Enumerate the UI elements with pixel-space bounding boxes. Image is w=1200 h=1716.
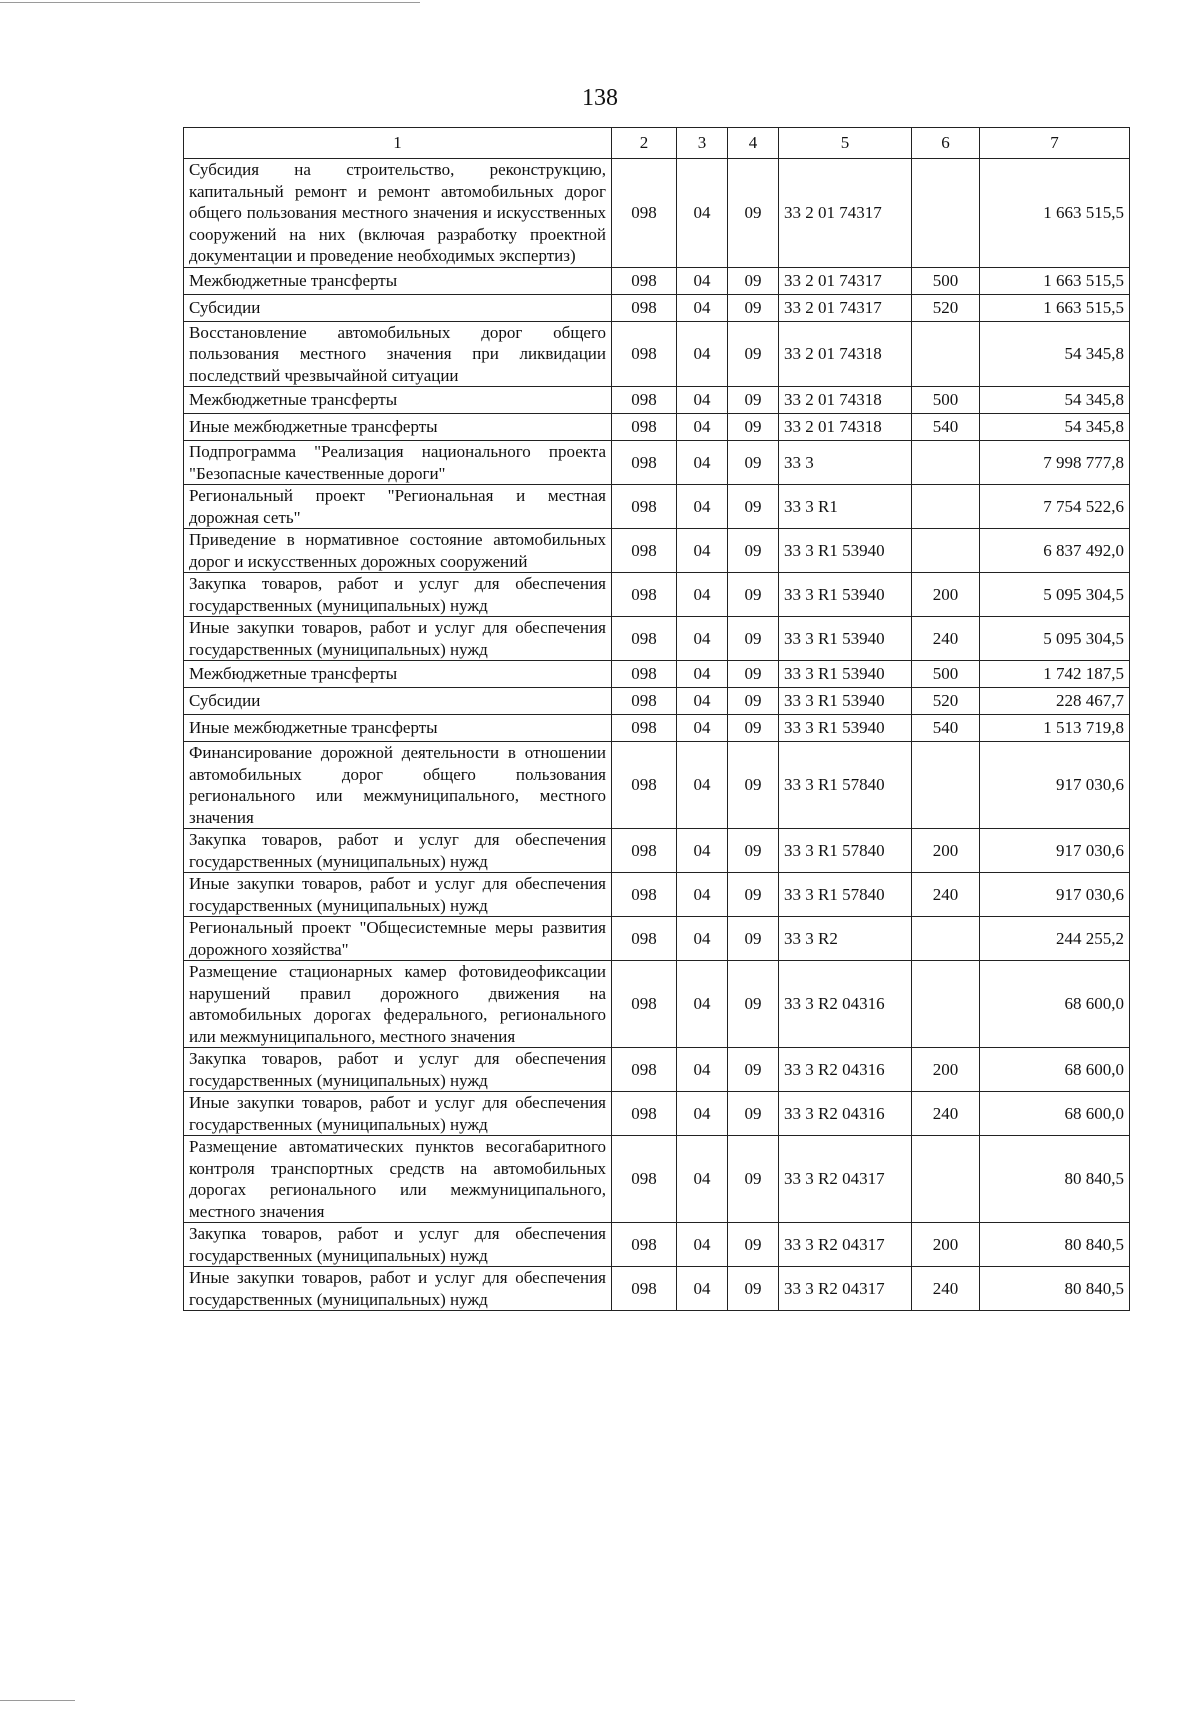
target-article-code: 33 2 01 74317	[779, 159, 912, 268]
grbs-code: 098	[612, 267, 677, 294]
expense-type-code	[912, 529, 980, 573]
grbs-code: 098	[612, 742, 677, 829]
subsection-code: 09	[728, 321, 779, 387]
table-row	[184, 961, 1130, 1048]
table-row	[184, 873, 1130, 917]
section-code: 04	[677, 387, 728, 414]
row-name: Закупка товаров, работ и услуг для обеспечения государственных (муниципальных) нужд	[184, 1223, 612, 1267]
column-header: 6	[912, 128, 980, 159]
section-code: 04	[677, 917, 728, 961]
amount: 917 030,6	[980, 742, 1130, 829]
subsection-code: 09	[728, 715, 779, 742]
row-name: Закупка товаров, работ и услуг для обеспечения государственных (муниципальных) нужд	[184, 573, 612, 617]
amount: 54 345,8	[980, 387, 1130, 414]
table-row	[184, 1267, 1130, 1311]
table-row	[184, 159, 1130, 268]
subsection-code: 09	[728, 917, 779, 961]
target-article-code: 33 3 R1 53940	[779, 617, 912, 661]
subsection-code: 09	[728, 441, 779, 485]
target-article-code: 33 3 R2 04316	[779, 1092, 912, 1136]
subsection-code: 09	[728, 829, 779, 873]
target-article-code: 33 3 R2 04316	[779, 1048, 912, 1092]
target-article-code: 33 2 01 74317	[779, 294, 912, 321]
expense-type-code: 200	[912, 1048, 980, 1092]
expense-type-code: 240	[912, 1092, 980, 1136]
grbs-code: 098	[612, 159, 677, 268]
amount: 7 754 522,6	[980, 485, 1130, 529]
section-code: 04	[677, 159, 728, 268]
section-code: 04	[677, 1136, 728, 1223]
grbs-code: 098	[612, 617, 677, 661]
grbs-code: 098	[612, 688, 677, 715]
expense-type-code: 540	[912, 715, 980, 742]
target-article-code: 33 3 R2 04317	[779, 1223, 912, 1267]
grbs-code: 098	[612, 485, 677, 529]
column-header: 4	[728, 128, 779, 159]
expense-type-code: 500	[912, 661, 980, 688]
grbs-code: 098	[612, 917, 677, 961]
subsection-code: 09	[728, 1267, 779, 1311]
section-code: 04	[677, 829, 728, 873]
amount: 917 030,6	[980, 873, 1130, 917]
expense-type-code: 200	[912, 829, 980, 873]
target-article-code: 33 3 R1 57840	[779, 829, 912, 873]
column-header: 7	[980, 128, 1130, 159]
amount: 1 513 719,8	[980, 715, 1130, 742]
target-article-code: 33 3 R1 57840	[779, 742, 912, 829]
table-row	[184, 387, 1130, 414]
table-row	[184, 742, 1130, 829]
grbs-code: 098	[612, 715, 677, 742]
row-name: Размещение автоматических пунктов весогабаритного контроля транспортных средств на автомобильных дорогах регионального или межмуниципального, местного значения	[184, 1136, 612, 1223]
expense-type-code: 520	[912, 294, 980, 321]
column-header: 5	[779, 128, 912, 159]
row-name: Приведение в нормативное состояние автомобильных дорог и искусственных дорожных сооружений	[184, 529, 612, 573]
amount: 5 095 304,5	[980, 573, 1130, 617]
row-name: Иные межбюджетные трансферты	[184, 414, 612, 441]
subsection-code: 09	[728, 1048, 779, 1092]
target-article-code: 33 3 R1 53940	[779, 661, 912, 688]
subsection-code: 09	[728, 873, 779, 917]
section-code: 04	[677, 961, 728, 1048]
target-article-code: 33 3 R1 53940	[779, 715, 912, 742]
amount: 1 742 187,5	[980, 661, 1130, 688]
table-body	[184, 159, 1130, 1311]
expense-type-code: 200	[912, 1223, 980, 1267]
table-row	[184, 688, 1130, 715]
target-article-code: 33 2 01 74318	[779, 387, 912, 414]
table-row	[184, 441, 1130, 485]
amount: 1 663 515,5	[980, 267, 1130, 294]
subsection-code: 09	[728, 267, 779, 294]
expense-type-code: 520	[912, 688, 980, 715]
row-name: Субсидии	[184, 688, 612, 715]
row-name: Иные межбюджетные трансферты	[184, 715, 612, 742]
amount: 917 030,6	[980, 829, 1130, 873]
table-row	[184, 715, 1130, 742]
target-article-code: 33 2 01 74317	[779, 267, 912, 294]
expense-type-code	[912, 159, 980, 268]
subsection-code: 09	[728, 1136, 779, 1223]
section-code: 04	[677, 529, 728, 573]
amount: 7 998 777,8	[980, 441, 1130, 485]
expense-type-code: 240	[912, 1267, 980, 1311]
table-row	[184, 917, 1130, 961]
scan-edge-line	[0, 1700, 75, 1701]
amount: 68 600,0	[980, 1092, 1130, 1136]
row-name: Межбюджетные трансферты	[184, 661, 612, 688]
grbs-code: 098	[612, 1223, 677, 1267]
table-row	[184, 267, 1130, 294]
table-row	[184, 1048, 1130, 1092]
amount: 68 600,0	[980, 961, 1130, 1048]
table-row	[184, 1136, 1130, 1223]
table-row	[184, 661, 1130, 688]
column-header: 3	[677, 128, 728, 159]
row-name: Подпрограмма "Реализация национального проекта "Безопасные качественные дороги"	[184, 441, 612, 485]
section-code: 04	[677, 1267, 728, 1311]
table-row	[184, 1092, 1130, 1136]
subsection-code: 09	[728, 573, 779, 617]
expense-type-code	[912, 961, 980, 1048]
row-name: Межбюджетные трансферты	[184, 267, 612, 294]
row-name: Региональный проект "Региональная и местная дорожная сеть"	[184, 485, 612, 529]
expense-type-code: 500	[912, 267, 980, 294]
target-article-code: 33 2 01 74318	[779, 414, 912, 441]
section-code: 04	[677, 414, 728, 441]
row-name: Финансирование дорожной деятельности в отношении автомобильных дорог общего пользования регионального или межмуниципального, местного значения	[184, 742, 612, 829]
table-row	[184, 617, 1130, 661]
scan-edge-line	[0, 2, 420, 3]
row-name: Иные закупки товаров, работ и услуг для обеспечения государственных (муниципальных) нужд	[184, 1092, 612, 1136]
row-name: Межбюджетные трансферты	[184, 387, 612, 414]
row-name: Субсидии	[184, 294, 612, 321]
target-article-code: 33 3 R1 53940	[779, 529, 912, 573]
expense-type-code	[912, 742, 980, 829]
expense-type-code	[912, 485, 980, 529]
grbs-code: 098	[612, 321, 677, 387]
row-name: Размещение стационарных камер фотовидеофиксации нарушений правил дорожного движения на автомобильных дорогах федерального, регионального или межмуниципального, местного значения	[184, 961, 612, 1048]
column-header: 2	[612, 128, 677, 159]
amount: 54 345,8	[980, 414, 1130, 441]
grbs-code: 098	[612, 661, 677, 688]
grbs-code: 098	[612, 441, 677, 485]
amount: 68 600,0	[980, 1048, 1130, 1092]
grbs-code: 098	[612, 1267, 677, 1311]
target-article-code: 33 3 R2 04317	[779, 1136, 912, 1223]
amount: 6 837 492,0	[980, 529, 1130, 573]
grbs-code: 098	[612, 294, 677, 321]
section-code: 04	[677, 715, 728, 742]
subsection-code: 09	[728, 294, 779, 321]
section-code: 04	[677, 321, 728, 387]
grbs-code: 098	[612, 829, 677, 873]
subsection-code: 09	[728, 485, 779, 529]
expense-type-code	[912, 441, 980, 485]
table-row	[184, 573, 1130, 617]
row-name: Региональный проект "Общесистемные меры развития дорожного хозяйства"	[184, 917, 612, 961]
grbs-code: 098	[612, 1092, 677, 1136]
table-row	[184, 485, 1130, 529]
row-name: Иные закупки товаров, работ и услуг для обеспечения государственных (муниципальных) нужд	[184, 1267, 612, 1311]
grbs-code: 098	[612, 573, 677, 617]
subsection-code: 09	[728, 387, 779, 414]
table-row	[184, 529, 1130, 573]
grbs-code: 098	[612, 387, 677, 414]
subsection-code: 09	[728, 617, 779, 661]
subsection-code: 09	[728, 1223, 779, 1267]
expense-type-code: 240	[912, 873, 980, 917]
row-name: Иные закупки товаров, работ и услуг для обеспечения государственных (муниципальных) нужд	[184, 617, 612, 661]
table-row	[184, 321, 1130, 387]
expense-type-code	[912, 1136, 980, 1223]
target-article-code: 33 3 R1	[779, 485, 912, 529]
row-name: Субсидия на строительство, реконструкцию, капитальный ремонт и ремонт автомобильных дорог общего пользования местного значения и искусственных сооружений на них (включая разработку проектной документации и проведение необходимых экспертиз)	[184, 159, 612, 268]
amount: 54 345,8	[980, 321, 1130, 387]
subsection-code: 09	[728, 159, 779, 268]
section-code: 04	[677, 441, 728, 485]
section-code: 04	[677, 294, 728, 321]
target-article-code: 33 3 R2 04317	[779, 1267, 912, 1311]
amount: 1 663 515,5	[980, 159, 1130, 268]
amount: 5 095 304,5	[980, 617, 1130, 661]
subsection-code: 09	[728, 1092, 779, 1136]
section-code: 04	[677, 742, 728, 829]
section-code: 04	[677, 661, 728, 688]
section-code: 04	[677, 1092, 728, 1136]
grbs-code: 098	[612, 529, 677, 573]
section-code: 04	[677, 573, 728, 617]
subsection-code: 09	[728, 529, 779, 573]
expense-type-code	[912, 321, 980, 387]
section-code: 04	[677, 485, 728, 529]
amount: 80 840,5	[980, 1223, 1130, 1267]
amount: 1 663 515,5	[980, 294, 1130, 321]
expense-type-code: 540	[912, 414, 980, 441]
section-code: 04	[677, 1048, 728, 1092]
expense-type-code	[912, 917, 980, 961]
row-name: Закупка товаров, работ и услуг для обеспечения государственных (муниципальных) нужд	[184, 829, 612, 873]
table-header-row	[184, 128, 1130, 159]
amount: 228 467,7	[980, 688, 1130, 715]
target-article-code: 33 3 R1 53940	[779, 688, 912, 715]
section-code: 04	[677, 267, 728, 294]
subsection-code: 09	[728, 688, 779, 715]
target-article-code: 33 2 01 74318	[779, 321, 912, 387]
grbs-code: 098	[612, 1048, 677, 1092]
row-name: Восстановление автомобильных дорог общего пользования местного значения при ликвидации последствий чрезвычайной ситуации	[184, 321, 612, 387]
target-article-code: 33 3 R2	[779, 917, 912, 961]
row-name: Закупка товаров, работ и услуг для обеспечения государственных (муниципальных) нужд	[184, 1048, 612, 1092]
grbs-code: 098	[612, 873, 677, 917]
grbs-code: 098	[612, 414, 677, 441]
expense-type-code: 500	[912, 387, 980, 414]
expense-type-code: 240	[912, 617, 980, 661]
target-article-code: 33 3	[779, 441, 912, 485]
table-row	[184, 1223, 1130, 1267]
grbs-code: 098	[612, 1136, 677, 1223]
subsection-code: 09	[728, 742, 779, 829]
target-article-code: 33 3 R1 53940	[779, 573, 912, 617]
expense-type-code: 200	[912, 573, 980, 617]
amount: 80 840,5	[980, 1136, 1130, 1223]
subsection-code: 09	[728, 961, 779, 1048]
table-row	[184, 414, 1130, 441]
column-header: 1	[184, 128, 612, 159]
table-row	[184, 829, 1130, 873]
section-code: 04	[677, 1223, 728, 1267]
page-number: 138	[582, 85, 618, 111]
section-code: 04	[677, 688, 728, 715]
subsection-code: 09	[728, 661, 779, 688]
row-name: Иные закупки товаров, работ и услуг для обеспечения государственных (муниципальных) нужд	[184, 873, 612, 917]
table-row	[184, 294, 1130, 321]
budget-table	[183, 127, 1130, 1311]
target-article-code: 33 3 R2 04316	[779, 961, 912, 1048]
amount: 80 840,5	[980, 1267, 1130, 1311]
amount: 244 255,2	[980, 917, 1130, 961]
subsection-code: 09	[728, 414, 779, 441]
grbs-code: 098	[612, 961, 677, 1048]
section-code: 04	[677, 617, 728, 661]
section-code: 04	[677, 873, 728, 917]
target-article-code: 33 3 R1 57840	[779, 873, 912, 917]
